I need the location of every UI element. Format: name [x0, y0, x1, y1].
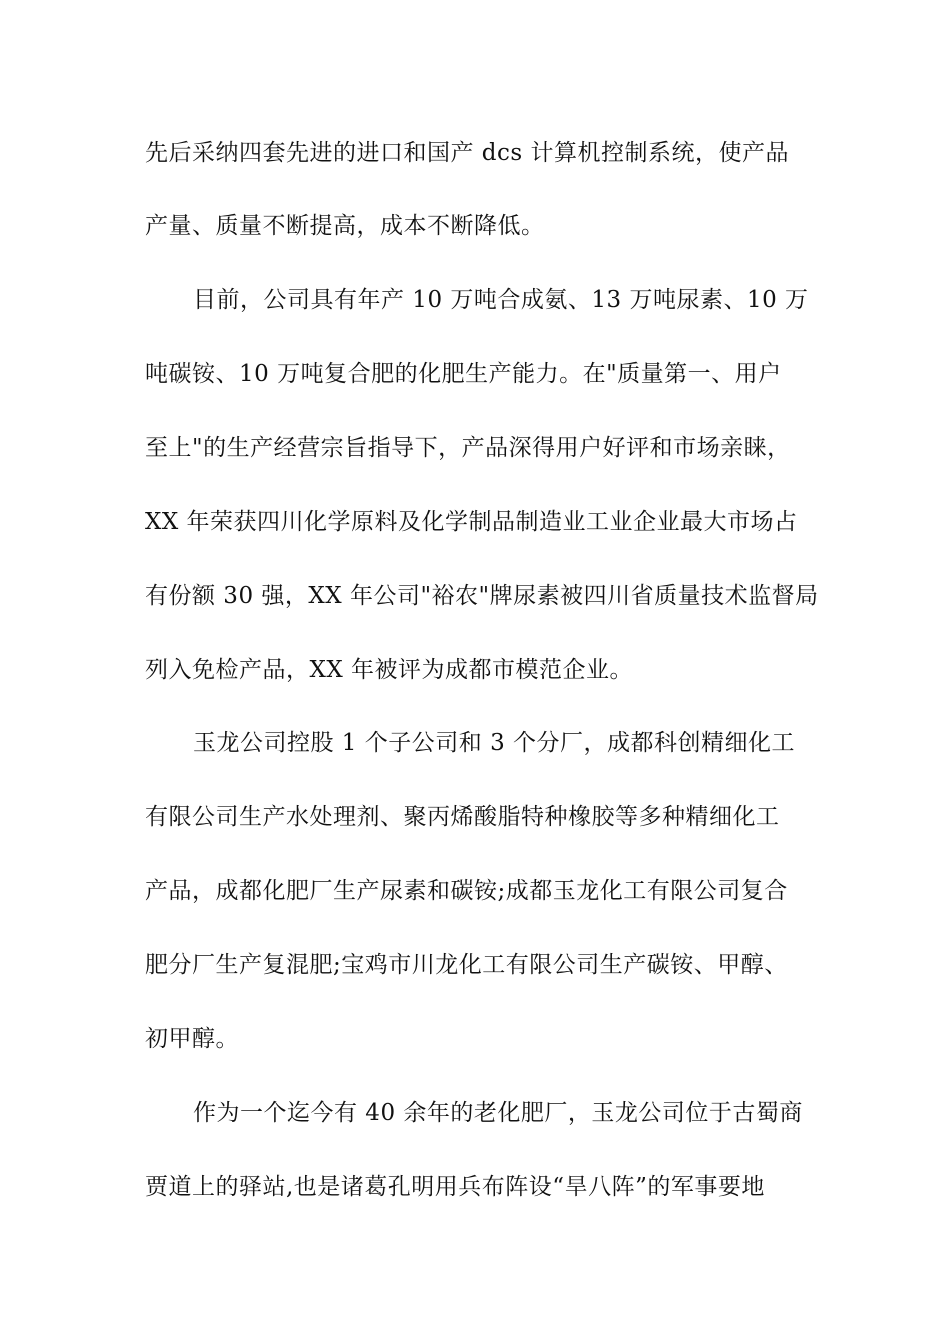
paragraph-1-line-1: 先后采纳四套先进的进口和国产 dcs 计算机控制系统，使产品: [145, 140, 790, 166]
paragraph-2-line-2: 吨碳铵、10 万吨复合肥的化肥生产能力。在"质量第一、用户: [145, 361, 782, 387]
paragraph-4-line-2: 贾道上的驿站,也是诸葛孔明用兵布阵设“旱八阵”的军事要地: [145, 1174, 765, 1200]
paragraph-1-line-2: 产量、质量不断提高，成本不断降低。: [145, 213, 545, 239]
paragraph-2-line-1: 目前，公司具有年产 10 万吨合成氨、13 万吨尿素、10 万: [193, 287, 809, 313]
paragraph-3-line-4: 肥分厂生产复混肥;宝鸡市川龙化工有限公司生产碳铵、甲醇、: [145, 952, 788, 978]
paragraph-3-line-3: 产品，成都化肥厂生产尿素和碳铵;成都玉龙化工有限公司复合: [145, 878, 788, 904]
paragraph-4-line-1: 作为一个迄今有 40 余年的老化肥厂，玉龙公司位于古蜀商: [193, 1100, 803, 1126]
paragraph-2-line-4: XX 年荣获四川化学原料及化学制品制造业工业企业最大市场占: [145, 509, 798, 535]
paragraph-2-line-6: 列入免检产品，XX 年被评为成都市模范企业。: [145, 657, 634, 683]
paragraph-2-line-3: 至上"的生产经营宗旨指导下，产品深得用户好评和市场亲睐，: [145, 435, 791, 461]
paragraph-3-line-1: 玉龙公司控股 1 个子公司和 3 个分厂，成都科创精细化工: [193, 730, 796, 756]
paragraph-2-line-5: 有份额 30 强，XX 年公司"裕农"牌尿素被四川省质量技术监督局: [145, 583, 819, 609]
paragraph-3-line-5: 初甲醇。: [145, 1026, 239, 1052]
paragraph-3-line-2: 有限公司生产水处理剂、聚丙烯酸脂特种橡胶等多种精细化工: [145, 804, 780, 830]
